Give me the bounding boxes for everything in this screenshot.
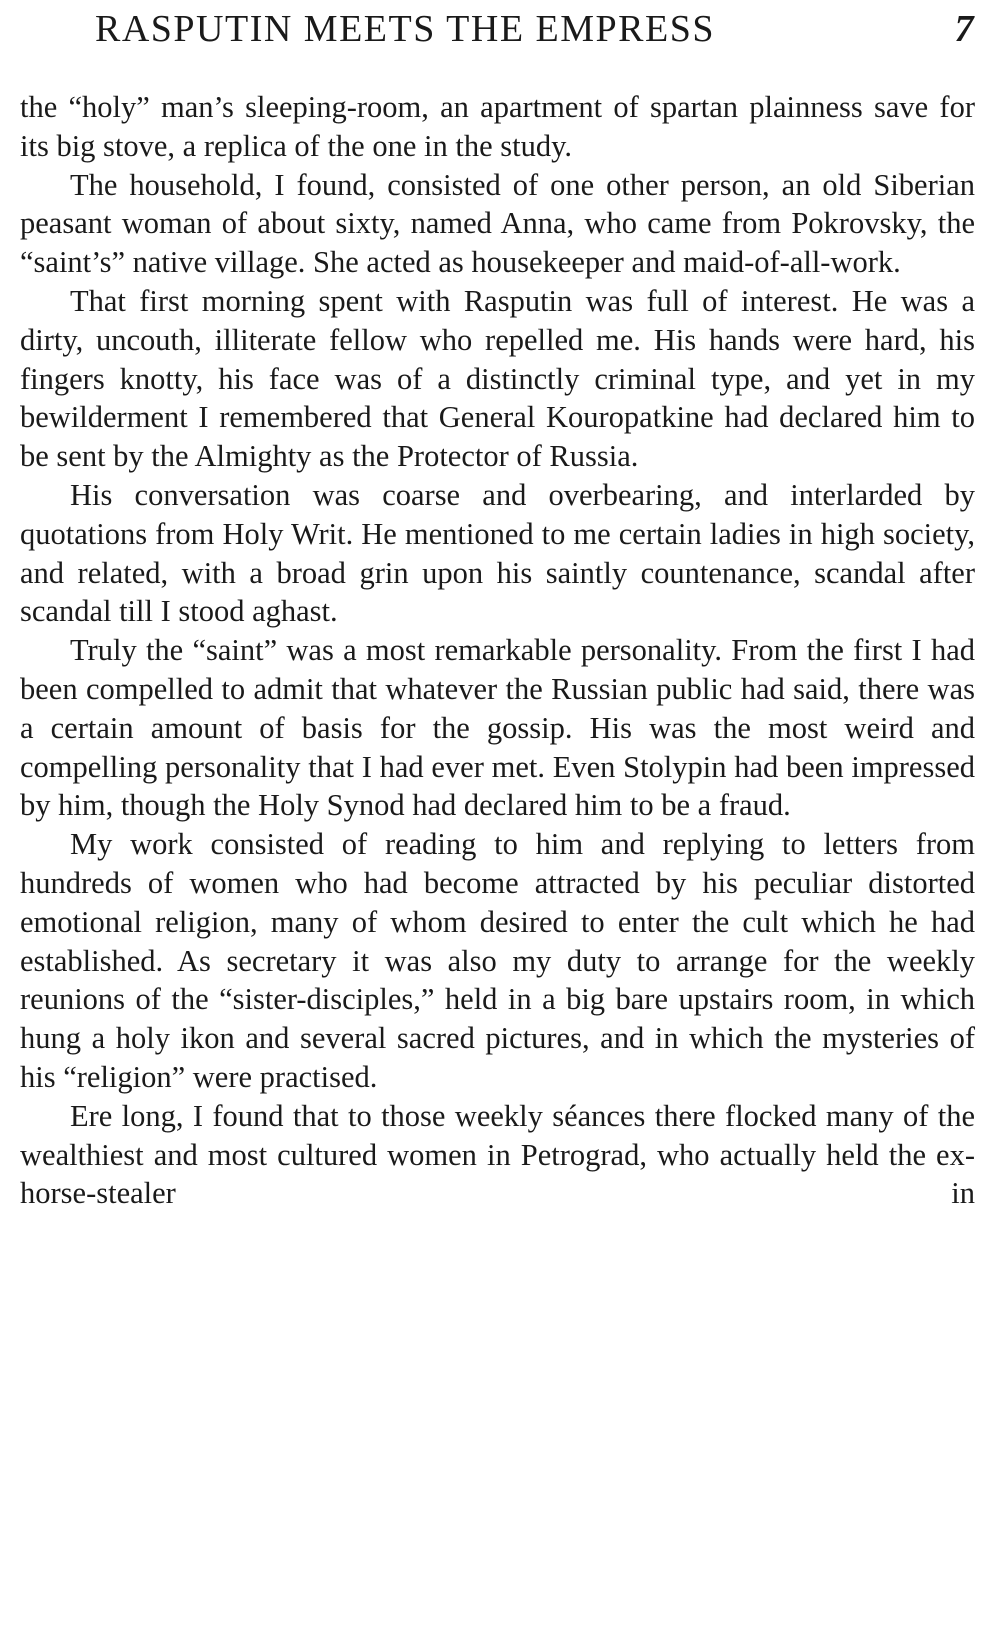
body-text: [20, 88, 975, 1213]
running-title: RASPUTIN MEETS THE EMPRESS: [95, 8, 716, 50]
book-page: [20, 0, 975, 1634]
paragraph-3: That first morning spent with Rasputin was full of interest. He was a dirty, uncouth, illiterate fellow who repelled me. His hands were hard, his fingers knotty, his face was of a distinctly criminal type, and yet in my bewilderment I remembered that General Kouropatkine had declared him to be sent by the Almighty as the Protector of Russia.: [20, 283, 975, 474]
paragraph-4: His conversation was coarse and overbearing, and interlarded by quotations from Holy Writ. He mentioned to me certain ladies in high society, and related, with a broad grin upon his saintly countenance, scandal after scandal till I stood aghast.: [20, 477, 975, 629]
page-number: 7: [954, 8, 975, 50]
paragraph-1: the “holy” man’s sleeping-room, an apartment of spartan plainness save for its big stove, a replica of the one in the study.: [20, 90, 975, 163]
paragraph-5: Truly the “saint” was a most remarkable personality. From the first I had been compelled to admit that whatever the Russian public had said, there was a certain amount of basis for the gossip. His was the most weird and compelling personality that I had ever met. Even Stolypin had been impressed by him, though the Holy Synod had declared him to be a fraud.: [20, 633, 975, 823]
paragraph-7: Ere long, I found that to those weekly séances there flocked many of the wealthiest and most cultured women in Petrograd, who actually held the ex-horse-stealer in: [20, 1098, 975, 1211]
paragraph-6: My work consisted of reading to him and replying to letters from hundreds of women who had become attracted by his peculiar distorted emotional religion, many of whom desired to enter the cult which he had established. As secretary it was also my duty to arrange for the weekly reunions of the “sister-disciples,” held in a big bare upstairs room, in which hung a holy ikon and several sacred pictures, and in which the mysteries of his “religion” were practised.: [20, 827, 975, 1094]
paragraph-2: The household, I found, consisted of one other person, an old Siberian peasant woman of about sixty, named Anna, who came from Pokrovsky, the “saint’s” native village. She acted as housekeeper and maid-of-all-work.: [20, 167, 975, 280]
running-head: [20, 0, 975, 58]
